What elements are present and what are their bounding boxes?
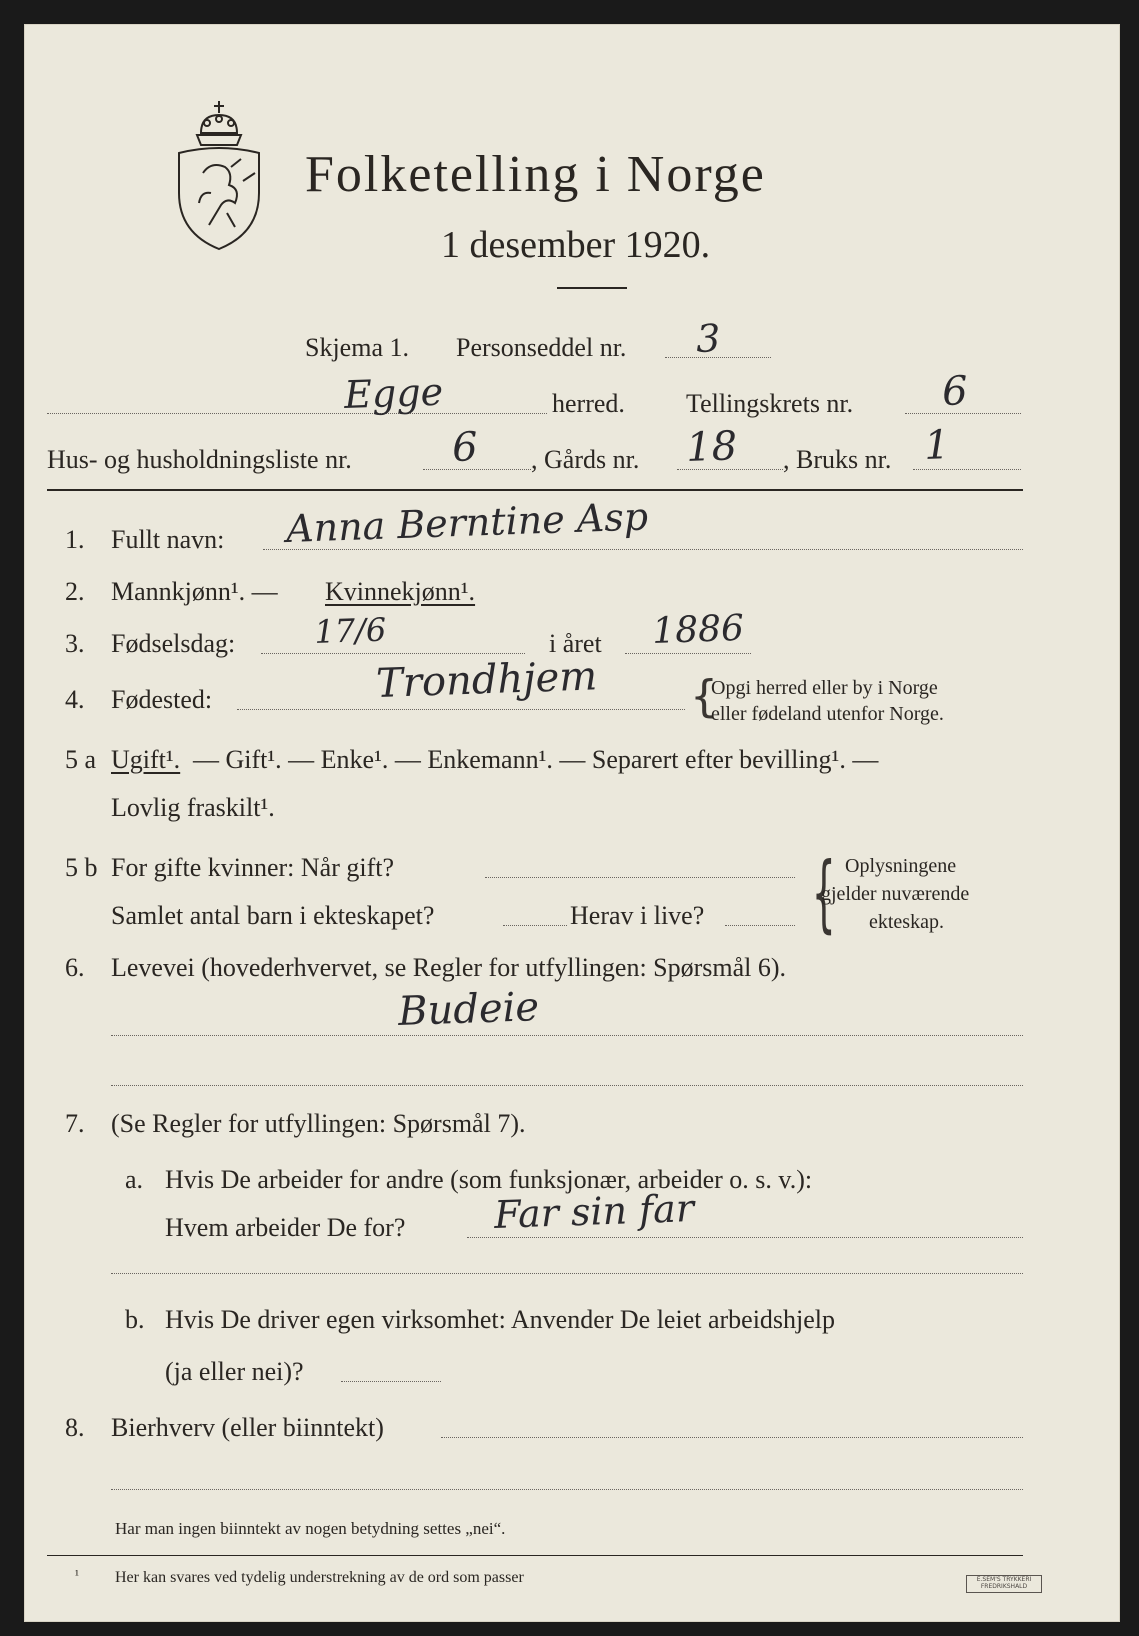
husliste-label: Hus- og husholdningsliste nr.	[47, 445, 352, 474]
printer-line2: FREDRIKSHALD	[980, 1583, 1028, 1590]
q4-note-line2: eller fødeland utenfor Norge.	[711, 703, 944, 725]
q8-label: Bierhverv (eller biinntekt)	[111, 1413, 384, 1442]
q7b-line1: Hvis De driver egen virksomhet: Anvender De leiet arbeidshjelp	[165, 1305, 836, 1334]
side-income-line-2	[111, 1489, 1023, 1490]
sex-option-male[interactable]: Mannkjønn¹. —	[111, 577, 278, 606]
husliste-value[interactable]: 6	[451, 424, 479, 471]
occupation-line-2	[111, 1085, 1023, 1086]
title-divider	[557, 287, 627, 289]
year-label: i året	[549, 629, 602, 658]
q1-label: Fullt navn:	[111, 525, 225, 554]
employer-line	[467, 1237, 1023, 1238]
birthplace-value[interactable]: Trondhjem	[375, 653, 598, 707]
herred-label: herred.	[552, 389, 625, 418]
header-rule	[47, 489, 1023, 491]
hired-help-line[interactable]	[341, 1381, 441, 1382]
tellingskrets-label: Tellingskrets nr.	[686, 389, 854, 418]
q3-label: Fødselsdag:	[111, 629, 236, 658]
q7b-line2: (ja eller nei)?	[165, 1357, 304, 1386]
birthplace-line	[237, 709, 685, 710]
q6-label: Levevei (hovederhvervet, se Regler for utfyllingen: Spørsmål 6).	[111, 953, 787, 982]
children-alive-line[interactable]	[725, 925, 795, 926]
q4-label: Fødested:	[111, 685, 213, 714]
gards-value[interactable]: 18	[685, 423, 738, 471]
q5b-number: 5 b	[65, 853, 98, 882]
personseddel-value[interactable]: 3	[695, 316, 722, 361]
q1-number: 1.	[65, 525, 85, 554]
q2-number: 2.	[65, 577, 85, 606]
norwegian-coat-of-arms-icon	[171, 93, 267, 253]
footnote-mark: ¹	[75, 1567, 79, 1582]
q4-number: 4.	[65, 685, 85, 714]
employer-line-2	[111, 1273, 1023, 1274]
q5b-note-line2: gjelder nuværende	[821, 883, 970, 905]
herred-line	[47, 413, 547, 414]
q5b-alive-label: Herav i live?	[570, 901, 705, 930]
side-income-line[interactable]	[441, 1437, 1023, 1438]
occupation-value[interactable]: Budeie	[397, 984, 540, 1035]
skjema-label: Skjema 1.	[305, 333, 409, 362]
occupation-line-1	[111, 1035, 1023, 1036]
footnote: Her kan svares ved tydelig understrekning av de ord som passer	[115, 1569, 524, 1586]
q6-number: 6.	[65, 953, 85, 982]
printer-line1: E.SEM'S TRYKKERI	[976, 1576, 1032, 1583]
marital-options-rest[interactable]: — Gift¹. — Enke¹. — Enkemann¹. — Separert efter bevilling¹. —	[193, 745, 879, 774]
census-date: 1 desember 1920.	[441, 224, 711, 266]
birthday-line	[261, 653, 525, 654]
form-title: Folketelling i Norge	[305, 146, 766, 203]
q4-brace: {	[690, 671, 718, 722]
marital-option-fraskilt[interactable]: Lovlig fraskilt¹.	[111, 793, 275, 822]
q7a-letter: a.	[125, 1165, 144, 1194]
personseddel-label: Personseddel nr.	[456, 333, 627, 362]
footer-rule	[47, 1555, 1023, 1556]
q1-line	[263, 549, 1023, 550]
census-form-page	[24, 24, 1120, 1622]
married-when-line[interactable]	[485, 877, 795, 878]
footer-note: Har man ingen biinntekt av nogen betydning settes „nei“.	[115, 1519, 506, 1538]
herred-value[interactable]: Egge	[343, 369, 444, 417]
q7-number: 7.	[65, 1109, 85, 1138]
employer-value[interactable]: Far sin far	[493, 1186, 695, 1237]
birth-year-value[interactable]: 1886	[651, 607, 745, 652]
tellingskrets-value[interactable]: 6	[941, 368, 969, 415]
bruks-line	[913, 469, 1021, 470]
printer-mark	[966, 1575, 1042, 1593]
q5b-note-line3: ekteskap.	[869, 911, 944, 933]
q5b-note-line1: Oplysningene	[845, 855, 957, 877]
bruks-label: , Bruks nr.	[783, 445, 892, 474]
q7b-letter: b.	[125, 1305, 145, 1334]
q7-label: (Se Regler for utfyllingen: Spørsmål 7).	[111, 1109, 526, 1138]
bruks-value[interactable]: 1	[923, 422, 951, 469]
sex-option-female-selected[interactable]: Kvinnekjønn¹.	[325, 577, 476, 606]
full-name-value[interactable]: Anna Berntine Asp	[285, 494, 649, 551]
gards-label: , Gårds nr.	[531, 445, 640, 474]
children-count-line[interactable]	[503, 925, 567, 926]
q7a-line1: Hvis De arbeider for andre (som funksjonær, arbeider o. s. v.):	[165, 1165, 813, 1194]
q3-number: 3.	[65, 629, 85, 658]
q5b-line1: For gifte kvinner: Når gift?	[111, 853, 395, 882]
marital-option-ugift-selected[interactable]: Ugift¹.	[111, 745, 181, 774]
q5a-number: 5 a	[65, 745, 97, 774]
birthday-value[interactable]: 17/6	[313, 610, 387, 651]
birth-year-line	[625, 653, 751, 654]
q4-note-line1: Opgi herred eller by i Norge	[711, 677, 938, 699]
q5b-brace: {	[811, 844, 836, 942]
q7a-line2: Hvem arbeider De for?	[165, 1213, 406, 1242]
q5b-line2: Samlet antal barn i ekteskapet?	[111, 901, 435, 930]
q8-number: 8.	[65, 1413, 85, 1442]
